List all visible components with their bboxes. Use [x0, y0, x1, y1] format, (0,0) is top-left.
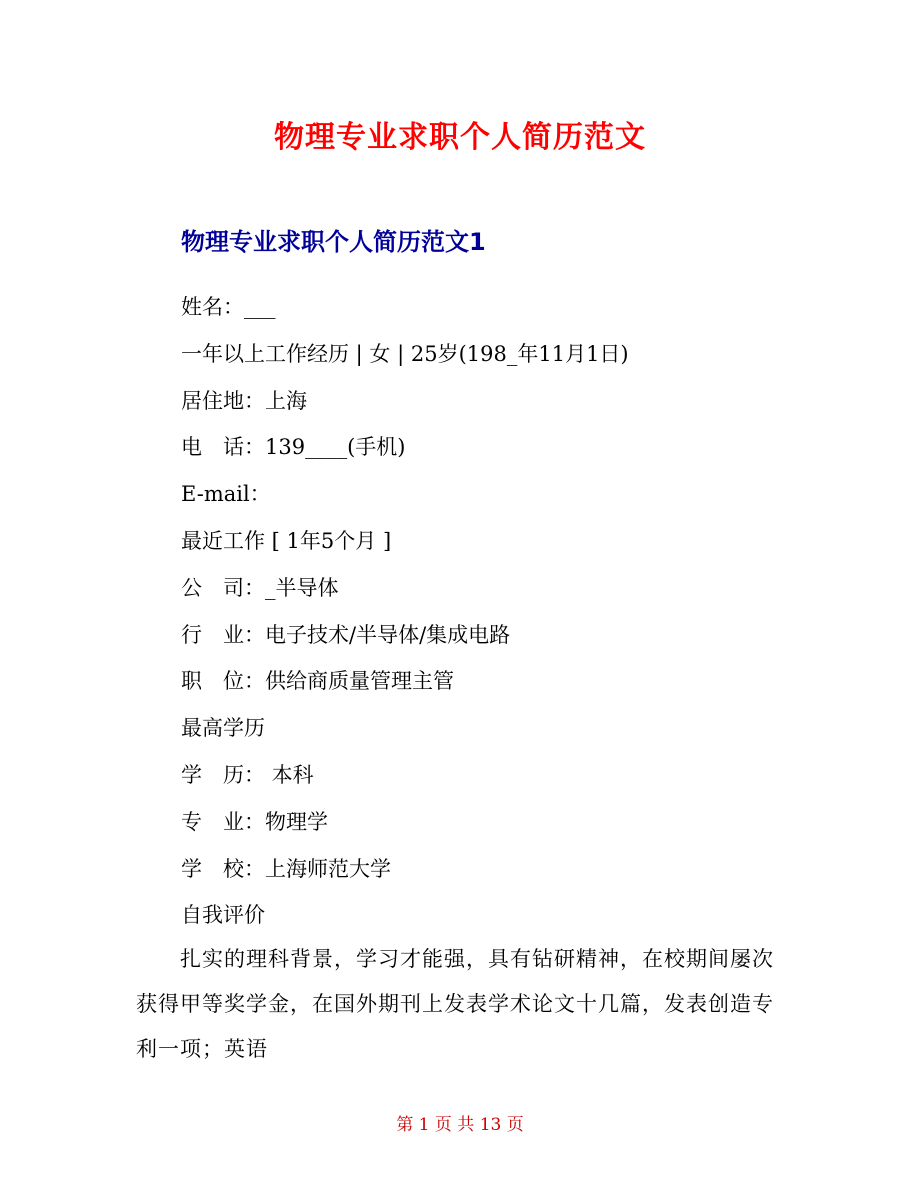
- field-position: 职 位：供给商质量管理主管: [181, 669, 454, 694]
- field-summary: 一年以上工作经历 | 女 | 25岁(198_年11月1日): [181, 341, 629, 366]
- field-school: 学 校：上海师范大学: [181, 856, 391, 881]
- field-recent-work: 最近工作 [ 1年5个月 ]: [181, 528, 392, 553]
- field-major: 专 业：物理学: [181, 809, 328, 834]
- page-number: 第 1 页 共 13 页: [396, 1115, 524, 1135]
- field-email: E-mail：: [181, 482, 271, 507]
- field-industry: 行 业：电子技术/半导体/集成电路: [181, 622, 511, 647]
- document-title: 物理专业求职个人简历范文: [274, 120, 646, 155]
- field-self-evaluation: 自我评价: [181, 903, 265, 928]
- field-residence: 居住地：上海: [181, 388, 307, 413]
- resume-fields: [181, 284, 629, 939]
- self-evaluation-paragraph: 扎实的理科背景，学习才能强，具有钻研精神，在校期间屡次获得甲等奖学金，在国外期刊上发表学术论文十几篇，发表创造专利一项；英语: [136, 947, 774, 1061]
- field-highest-education: 最高学历: [181, 716, 265, 741]
- field-degree: 学 历： 本科: [181, 762, 314, 787]
- field-name: 姓名：___: [181, 295, 276, 319]
- field-phone: 电 话：139____(手机): [181, 435, 406, 460]
- field-company: 公 司：_半导体: [181, 575, 339, 600]
- section-heading: 物理专业求职个人简历范文1: [181, 228, 486, 256]
